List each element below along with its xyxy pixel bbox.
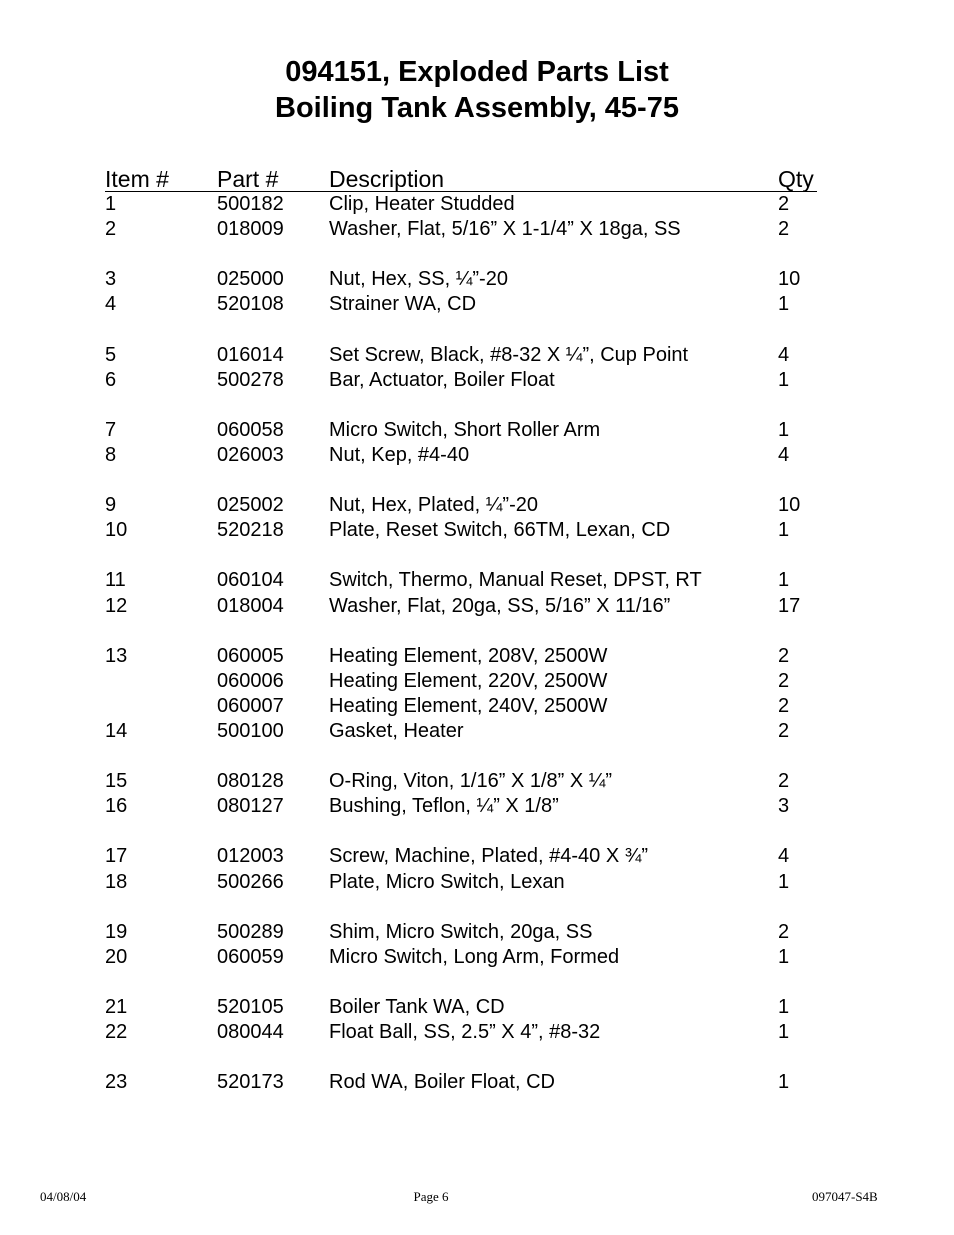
- cell-part: 500289: [217, 920, 284, 943]
- cell-item: 15: [105, 770, 128, 793]
- footer-page: Page 6: [413, 1189, 449, 1204]
- table-row: [105, 644, 817, 669]
- table-row: [105, 669, 817, 694]
- table-row: [105, 995, 817, 1020]
- table-row: [105, 945, 817, 970]
- cell-item: 12: [105, 594, 128, 617]
- cell-qty: 2: [778, 669, 790, 692]
- cell-item: 2: [105, 218, 117, 241]
- cell-qty: 2: [778, 920, 790, 943]
- cell-qty: 2: [778, 218, 790, 241]
- cell-part: 060007: [217, 694, 284, 717]
- header-item: Item #: [105, 166, 169, 192]
- cell-description: Micro Switch, Long Arm, Formed: [329, 945, 620, 968]
- cell-part: 016014: [217, 343, 284, 366]
- table-row: [105, 844, 817, 869]
- cell-description: Gasket, Heater: [329, 719, 464, 742]
- table-header: [105, 165, 817, 192]
- cell-part: 060005: [217, 644, 284, 667]
- table-row: [105, 418, 817, 443]
- table-row: [105, 292, 817, 317]
- cell-item: 6: [105, 368, 117, 391]
- table-row: [105, 920, 817, 945]
- footer-doc-number: 097047-S4B: [812, 1189, 878, 1204]
- cell-item: 8: [105, 443, 117, 466]
- table-row: [105, 343, 817, 368]
- cell-description: Float Ball, SS, 2.5” X 4”, #8-32: [329, 1021, 601, 1044]
- table-row: [105, 694, 817, 719]
- cell-item: 4: [105, 293, 117, 316]
- table-row: [105, 1045, 817, 1070]
- header-part: Part #: [217, 166, 279, 192]
- cell-part: 026003: [217, 443, 284, 466]
- table-row: [105, 1020, 817, 1045]
- table-row: [105, 267, 817, 292]
- cell-part: 018004: [217, 594, 284, 617]
- cell-description: Plate, Reset Switch, 66TM, Lexan, CD: [329, 519, 671, 542]
- cell-description: Heating Element, 240V, 2500W: [329, 694, 608, 717]
- cell-part: 520173: [217, 1071, 284, 1094]
- table-row: [105, 518, 817, 543]
- cell-qty: 2: [778, 719, 790, 742]
- cell-item: 9: [105, 494, 117, 517]
- cell-part: 520218: [217, 519, 284, 542]
- table-row: [105, 895, 817, 920]
- cell-qty: 1: [778, 569, 790, 592]
- table-row: [105, 744, 817, 769]
- cell-description: Heating Element, 220V, 2500W: [329, 669, 608, 692]
- cell-description: Bar, Actuator, Boiler Float: [329, 368, 555, 391]
- cell-description: Strainer WA, CD: [329, 293, 477, 316]
- cell-qty: 1: [778, 368, 790, 391]
- cell-description: Washer, Flat, 20ga, SS, 5/16” X 11/16”: [329, 594, 671, 617]
- cell-part: 018009: [217, 218, 284, 241]
- cell-part: 080044: [217, 1021, 284, 1044]
- cell-description: Plate, Micro Switch, Lexan: [329, 870, 565, 893]
- cell-qty: 1: [778, 1021, 790, 1044]
- table-row: [105, 468, 817, 493]
- cell-item: 7: [105, 418, 117, 441]
- cell-description: Bushing, Teflon, ¼” X 1/8”: [329, 795, 559, 818]
- table-row: [105, 242, 817, 267]
- cell-qty: 10: [778, 268, 801, 291]
- cell-qty: 1: [778, 870, 790, 893]
- table-row: [105, 794, 817, 819]
- title-line-1: 094151, Exploded Parts List: [285, 56, 669, 88]
- cell-description: Heating Element, 208V, 2500W: [329, 644, 608, 667]
- table-row: [105, 192, 817, 217]
- table-row: [105, 443, 817, 468]
- cell-part: 025002: [217, 494, 284, 517]
- cell-item: 23: [105, 1071, 128, 1094]
- parts-table: [105, 165, 817, 1095]
- cell-qty: 2: [778, 193, 790, 215]
- cell-item: 17: [105, 845, 128, 868]
- cell-qty: 10: [778, 494, 801, 517]
- cell-qty: 2: [778, 644, 790, 667]
- cell-qty: 2: [778, 694, 790, 717]
- cell-part: 060058: [217, 418, 284, 441]
- cell-description: Nut, Hex, Plated, ¼”-20: [329, 494, 538, 517]
- cell-description: Nut, Kep, #4-40: [329, 443, 470, 466]
- cell-description: O-Ring, Viton, 1/16” X 1/8” X ¼”: [329, 770, 613, 793]
- cell-item: 18: [105, 870, 128, 893]
- footer-date: 04/08/04: [40, 1189, 87, 1204]
- table-row: [105, 493, 817, 518]
- table-row: [105, 819, 817, 844]
- cell-part: 500182: [217, 193, 284, 215]
- table-row: [105, 317, 817, 342]
- cell-description: Washer, Flat, 5/16” X 1-1/4” X 18ga, SS: [329, 218, 681, 241]
- table-row: [105, 619, 817, 644]
- cell-qty: 4: [778, 443, 790, 466]
- cell-part: 500278: [217, 368, 284, 391]
- cell-part: 080127: [217, 795, 284, 818]
- cell-qty: 1: [778, 418, 790, 441]
- table-row: [105, 719, 817, 744]
- cell-qty: 3: [778, 795, 790, 818]
- cell-item: 21: [105, 996, 128, 1018]
- cell-qty: 1: [778, 519, 790, 542]
- cell-description: Nut, Hex, SS, ¼”-20: [329, 268, 508, 291]
- cell-qty: 1: [778, 1071, 790, 1094]
- cell-description: Boiler Tank WA, CD: [329, 996, 505, 1018]
- header-description: Description: [329, 166, 445, 192]
- cell-description: Clip, Heater Studded: [329, 193, 515, 215]
- cell-item: 10: [105, 519, 128, 542]
- cell-item: 16: [105, 795, 128, 818]
- table-row: [105, 368, 817, 393]
- cell-qty: 4: [778, 343, 790, 366]
- cell-description: Shim, Micro Switch, 20ga, SS: [329, 920, 593, 943]
- cell-description: Screw, Machine, Plated, #4-40 X ¾”: [329, 845, 649, 868]
- table-row: [105, 217, 817, 242]
- page-title: [0, 54, 954, 126]
- cell-description: Rod WA, Boiler Float, CD: [329, 1071, 555, 1094]
- table-row: [105, 393, 817, 418]
- cell-item: 13: [105, 644, 128, 667]
- cell-qty: 17: [778, 594, 801, 617]
- header-qty: Qty: [778, 166, 814, 192]
- cell-item: 22: [105, 1021, 128, 1044]
- cell-item: 5: [105, 343, 117, 366]
- cell-qty: 1: [778, 945, 790, 968]
- cell-part: 025000: [217, 268, 284, 291]
- cell-qty: 2: [778, 770, 790, 793]
- table-row: [105, 970, 817, 995]
- table-row: [105, 769, 817, 794]
- table-row: [105, 568, 817, 593]
- cell-description: Switch, Thermo, Manual Reset, DPST, RT: [329, 569, 702, 592]
- cell-item: 14: [105, 719, 128, 742]
- cell-part: 520105: [217, 996, 284, 1018]
- cell-part: 500100: [217, 719, 284, 742]
- cell-part: 060104: [217, 569, 284, 592]
- table-row: [105, 870, 817, 895]
- table-body: [105, 192, 817, 1095]
- cell-qty: 4: [778, 845, 790, 868]
- cell-part: 060006: [217, 669, 284, 692]
- cell-qty: 1: [778, 293, 790, 316]
- cell-item: 19: [105, 920, 128, 943]
- cell-description: Micro Switch, Short Roller Arm: [329, 418, 601, 441]
- cell-qty: 1: [778, 996, 790, 1018]
- table-row: [105, 543, 817, 568]
- cell-part: 500266: [217, 870, 284, 893]
- cell-part: 012003: [217, 845, 284, 868]
- cell-item: 20: [105, 945, 128, 968]
- table-row: [105, 1070, 817, 1095]
- cell-item: 3: [105, 268, 117, 291]
- cell-item: 1: [105, 193, 117, 215]
- cell-description: Set Screw, Black, #8-32 X ¼”, Cup Point: [329, 343, 689, 366]
- cell-part: 060059: [217, 945, 284, 968]
- cell-part: 080128: [217, 770, 284, 793]
- cell-part: 520108: [217, 293, 284, 316]
- table-row: [105, 594, 817, 619]
- title-line-2: Boiling Tank Assembly, 45-75: [275, 92, 679, 124]
- cell-item: 11: [105, 569, 126, 592]
